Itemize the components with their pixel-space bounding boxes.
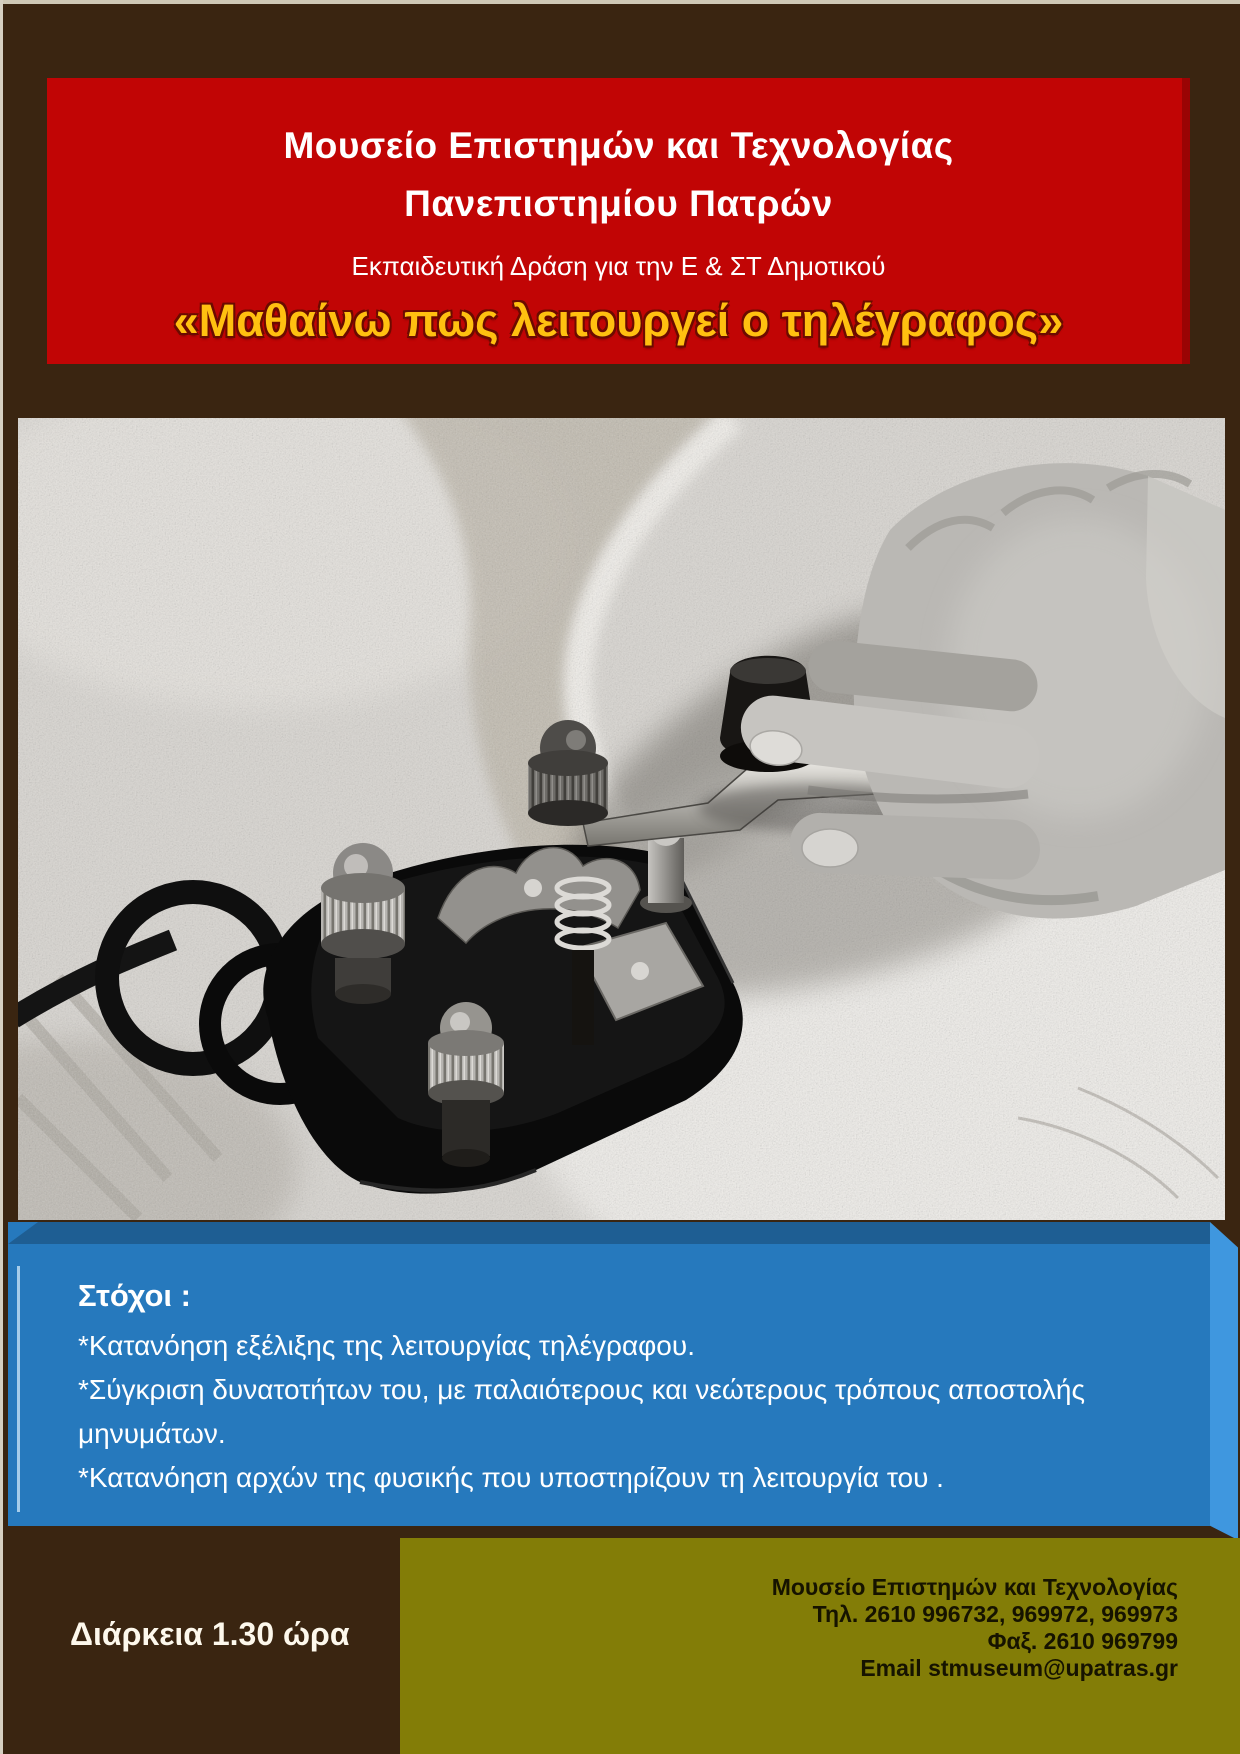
banner-right-accent xyxy=(1182,78,1190,364)
museum-title-line1: Μουσείο Επιστημών και Τεχνολογίας xyxy=(283,125,954,166)
page-edge-top xyxy=(0,0,1240,4)
thumbnail xyxy=(802,829,858,867)
goals-box xyxy=(8,1222,1210,1526)
header-banner xyxy=(47,78,1190,364)
contact-block xyxy=(400,1574,1178,1682)
goal-line-2: *Σύγκριση δυνατοτήτων του, με παλαιότερους και νεώτερους τρόπους αποστολής xyxy=(78,1374,1085,1405)
goals-box-right-bevel xyxy=(1210,1222,1238,1540)
goals-content xyxy=(8,1222,1210,1500)
contact-museum-name: Μουσείο Επιστημών και Τεχνολογίας xyxy=(771,1574,1178,1600)
contact-email: Email stmuseum@upatras.gr xyxy=(860,1655,1178,1681)
goals-heading: Στόχοι : xyxy=(78,1278,191,1313)
page-edge-left xyxy=(0,0,3,1754)
activity-slogan: «Μαθαίνω πως λειτουργεί ο τηλέγραφος» xyxy=(173,295,1064,346)
goal-line-4: *Κατανόηση αρχών της φυσικής που υποστηρίζουν τη λειτουργία του . xyxy=(78,1462,944,1493)
duration-label: Διάρκεια 1.30 ώρα xyxy=(70,1616,350,1652)
telegraph-photo xyxy=(18,418,1225,1220)
museum-title-line2: Πανεπιστημίου Πατρών xyxy=(404,183,833,224)
activity-subtitle: Εκπαιδευτική Δράση για την Ε & ΣΤ Δημοτικού xyxy=(351,251,886,281)
contact-phone: Τηλ. 2610 996732, 969972, 969973 xyxy=(812,1601,1178,1627)
goal-line-3: μηνυμάτων. xyxy=(78,1418,226,1449)
goal-line-1: *Κατανόηση εξέλιξης της λειτουργίας τηλέγραφου. xyxy=(78,1330,695,1361)
telegraph-photo-illustration xyxy=(18,418,1225,1220)
contact-box xyxy=(400,1538,1240,1754)
contact-fax: Φαξ. 2610 969799 xyxy=(987,1628,1178,1654)
